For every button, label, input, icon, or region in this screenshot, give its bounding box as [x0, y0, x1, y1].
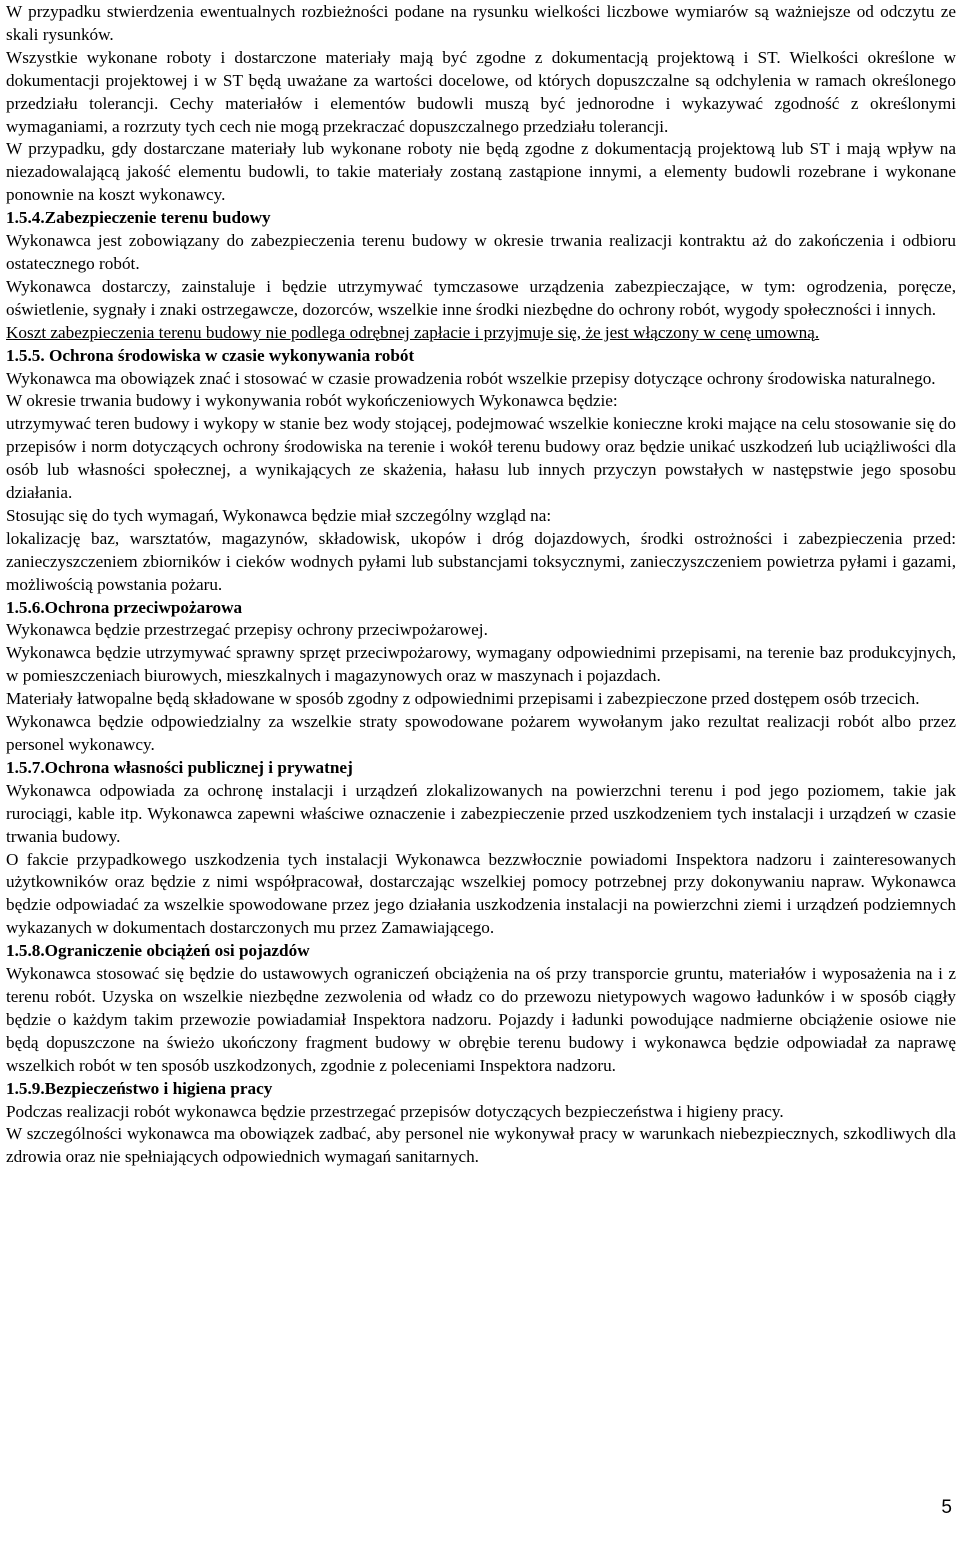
paragraph: O fakcie przypadkowego uszkodzenia tych instalacji Wykonawca bezzwłocznie powiadomi Inspektora nadzoru i zainteresowanych użytkowników oraz będzie z nimi współpracował, dostarczając wszelkiej pomocy potrzebnej przy dokonywaniu napraw. Wykonawca będzie odpowiadać za wszelkie spowodowane przez jego działania uszkodzenia instalacji na powierzchni ziemi i urządzeń podziemnych wykazanych w dokumentach dostarczonych mu przez Zamawiającego.: [6, 849, 956, 938]
paragraph: Wykonawca stosować się będzie do ustawowych ograniczeń obciążenia na oś przy transporcie gruntu, materiałów i wyposażenia na i z terenu robót. Uzyska on wszelkie niezbędne zezwolenia od władz co do przewozu nietypowych wagowo ładunków i w sposób ciągły będzie o każdym takim przewozie powiadamiał Inspektora nadzoru. Pojazdy i ładunki powodujące nadmierne obciążenie osiowe nie będą dopuszczone na świeżo ukończony fragment budowy w obrębie terenu budowy i wykonawca będzie odpowiadał za naprawę wszelkich robót w ten sposób uszkodzonych, zgodnie z poleceniami Inspektora nadzoru.: [6, 964, 956, 1075]
section-heading: 1.5.7.Ochrona własności publicznej i prywatnej: [6, 757, 353, 777]
document-body: [6, 1, 956, 1169]
paragraph: W przypadku, gdy dostarczane materiały lub wykonane roboty nie będą zgodne z dokumentacją projektową lub ST i mają wpływ na niezadowalającą jakość elementu budowli, to takie materiały zostaną zastąpione innymi, a elementy budowli rozebrane i wykonane ponownie na koszt wykonawcy.: [6, 139, 956, 205]
paragraph: lokalizację baz, warsztatów, magazynów, składowisk, ukopów i dróg dojazdowych, środki ostrożności i zabezpieczenia przed: zanieczyszczeniem zbiorników i cieków wodnych pyłami lub substancjami toksycznymi, zanieczyszczeniem powietrza pyłami i gazami, możliwością powstania pożaru.: [6, 528, 956, 594]
page-number: 5: [941, 1497, 952, 1518]
paragraph: utrzymywać teren budowy i wykopy w stanie bez wody stojącej, podejmować wszelkie konieczne kroki mające na celu stosowanie się do przepisów i norm dotyczących ochrony środowiska na terenie i wokół terenu budowy oraz będzie unikać uszkodzeń lub uciążliwości dla osób lub własności społecznej, a wynikających ze skażenia, hałasu lub innych przyczyn powstałych w następstwie jego sposobu działania.: [6, 414, 956, 503]
paragraph: W przypadku stwierdzenia ewentualnych rozbieżności podane na rysunku wielkości liczbowe wymiarów są ważniejsze od odczytu ze skali rysunków.: [6, 2, 956, 44]
paragraph: Wykonawca będzie odpowiedzialny za wszelkie straty spowodowane pożarem wywołanym jako rezultat realizacji robót albo przez personel wykonawcy.: [6, 712, 956, 754]
paragraph: Stosując się do tych wymagań, Wykonawca będzie miał szczególny wzgląd na:: [6, 505, 552, 525]
underlined-paragraph: Koszt zabezpieczenia terenu budowy nie podlega odrębnej zapłacie i przyjmuje się, że jest włączony w cenę umowną.: [6, 322, 820, 342]
section-heading: 1.5.9.Bezpieczeństwo i higiena pracy: [6, 1078, 273, 1098]
paragraph: Wykonawca odpowiada za ochronę instalacji i urządzeń zlokalizowanych na powierzchni terenu i pod jego poziomem, takie jak rurociągi, kable itp. Wykonawca zapewni właściwe oznaczenie i zabezpieczenie przed uszkodzeniem tych instalacji i urządzeń w czasie trwania budowy.: [6, 780, 956, 846]
section-heading: 1.5.6.Ochrona przeciwpożarowa: [6, 597, 243, 617]
paragraph: Podczas realizacji robót wykonawca będzie przestrzegać przepisów dotyczących bezpieczeństwa i higieny pracy.: [6, 1101, 784, 1121]
paragraph: Materiały łatwopalne będą składowane w sposób zgodny z odpowiednimi przepisami i zabezpieczone przed dostępem osób trzecich.: [6, 689, 920, 709]
paragraph: Wykonawca dostarczy, zainstaluje i będzie utrzymywać tymczasowe urządzenia zabezpieczające, w tym: ogrodzenia, poręcze, oświetlenie, sygnały i znaki ostrzegawcze, dozorców, wszelkie inne środki niezbędne do ochrony robót, wygody społeczności i innych.: [6, 276, 956, 319]
paragraph: Wykonawca będzie przestrzegać przepisy ochrony przeciwpożarowej.: [6, 620, 488, 640]
paragraph: Wykonawca ma obowiązek znać i stosować w czasie prowadzenia robót wszelkie przepisy dotyczące ochrony środowiska naturalnego.: [6, 368, 936, 388]
paragraph: Wykonawca będzie utrzymywać sprawny sprzęt przeciwpożarowy, wymagany odpowiednimi przepisami, na terenie baz produkcyjnych, w pomieszczeniach biurowych, mieszkalnych i magazynowych oraz w maszynach i pojazdach.: [6, 643, 956, 686]
paragraph: Wszystkie wykonane roboty i dostarczone materiały mają być zgodne z dokumentacją projektową i ST. Wielkości określone w dokumentacji projektowej i w ST będą uważane za wartości docelowe, od których dopuszczalne są odchylenia w ramach określonego przedziału tolerancji. Cechy materiałów i elementów budowli muszą być jednorodne i wykazywać zgodność z określonymi wymaganiami, a rozrzuty tych cech nie mogą przekraczać dopuszczalnego przedziału tolerancji.: [6, 47, 956, 136]
paragraph: W okresie trwania budowy i wykonywania robót wykończeniowych Wykonawca będzie:: [6, 391, 618, 411]
section-heading: 1.5.8.Ograniczenie obciążeń osi pojazdów: [6, 941, 310, 961]
paragraph: W szczególności wykonawca ma obowiązek zadbać, aby personel nie wykonywał pracy w warunkach niebezpiecznych, szkodliwych dla zdrowia oraz nie spełniających odpowiednich wymagań sanitarnych.: [6, 1124, 956, 1167]
section-heading: 1.5.4.Zabezpieczenie terenu budowy: [6, 208, 271, 228]
paragraph: Wykonawca jest zobowiązany do zabezpieczenia terenu budowy w okresie trwania realizacji kontraktu aż do zakończenia i odbioru ostatecznego robót.: [6, 231, 956, 273]
section-heading: 1.5.5. Ochrona środowiska w czasie wykonywania robót: [6, 345, 415, 365]
